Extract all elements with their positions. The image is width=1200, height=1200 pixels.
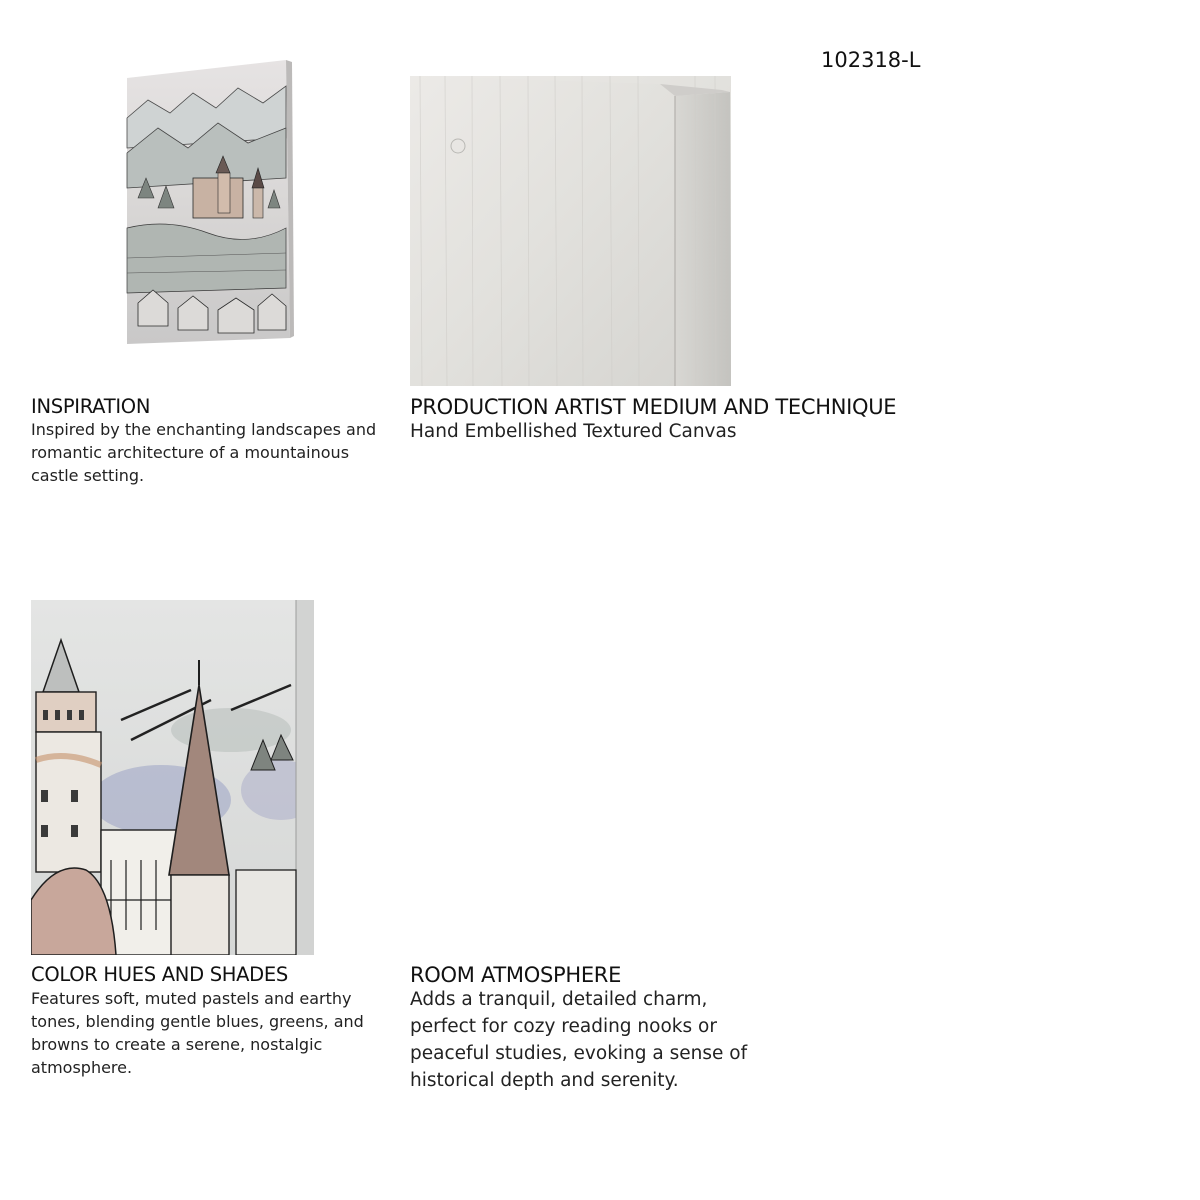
sku-label: 102318-L — [821, 48, 921, 72]
color-title: COLOR HUES AND SHADES — [31, 963, 288, 986]
color-text: Features soft, muted pastels and earthy tones, blending gentle blues, greens, and browns to create a serene, nostalgic atmosphere. — [31, 989, 364, 1077]
room-text: Adds a tranquil, detailed charm, perfect for cozy reading nooks or peaceful studies, evoking a sense of historical depth and serenity. — [410, 989, 748, 1091]
inspiration-title: INSPIRATION — [31, 395, 151, 418]
color-detail-image — [31, 600, 314, 955]
room-title: ROOM ATMOSPHERE — [410, 963, 622, 987]
canvas-texture-image — [410, 76, 731, 386]
canvas-angle-image — [118, 58, 294, 348]
production-text: Hand Embellished Textured Canvas — [410, 421, 737, 442]
production-title: PRODUCTION ARTIST MEDIUM AND TECHNIQUE — [410, 395, 897, 419]
inspiration-text: Inspired by the enchanting landscapes and romantic architecture of a mountainous castle setting. — [31, 420, 377, 485]
